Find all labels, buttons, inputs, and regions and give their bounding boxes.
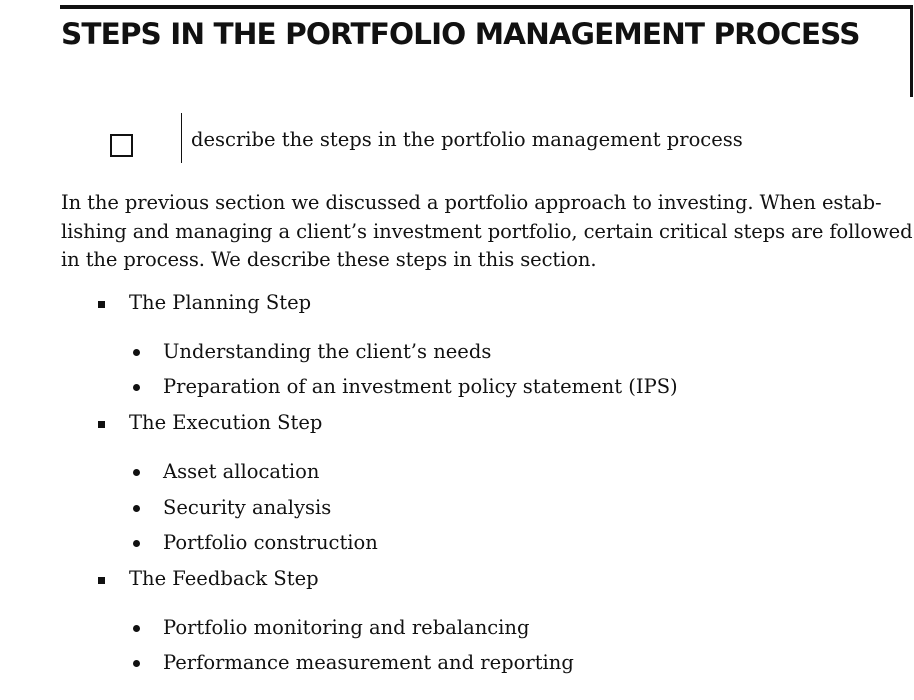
- list-item: Performance measurement and reporting: [163, 651, 574, 674]
- square-bullet: [98, 421, 105, 428]
- list-item: Asset allocation: [163, 460, 320, 483]
- round-bullet: [133, 505, 140, 512]
- list-item: Portfolio construction: [163, 531, 378, 554]
- page-title: STEPS IN THE PORTFOLIO MANAGEMENT PROCESS: [61, 17, 860, 51]
- intro-paragraph: [61, 189, 913, 275]
- objective-text: describe the steps in the portfolio management process: [191, 128, 743, 151]
- intro-line: In the previous section we discussed a portfolio approach to investing. When estab-: [61, 191, 882, 214]
- round-bullet: [133, 384, 140, 391]
- list-item: Understanding the client’s needs: [163, 340, 492, 363]
- right-rule: [910, 5, 913, 97]
- round-bullet: [133, 349, 140, 356]
- intro-line: lishing and managing a client’s investment portfolio, certain critical steps are followed: [61, 219, 913, 243]
- objective-checkbox[interactable]: [110, 134, 133, 157]
- intro-line: in the process. We describe these steps in this section.: [61, 248, 597, 271]
- list-item: Security analysis: [163, 496, 332, 519]
- square-bullet: [98, 301, 105, 308]
- list-item: Portfolio monitoring and rebalancing: [163, 616, 530, 639]
- step-feedback-label: The Feedback Step: [129, 567, 319, 590]
- round-bullet: [133, 469, 140, 476]
- learning-objective: [0, 113, 914, 165]
- square-bullet: [98, 577, 105, 584]
- step-planning-label: The Planning Step: [129, 291, 312, 314]
- round-bullet: [133, 660, 140, 667]
- step-execution-label: The Execution Step: [129, 411, 323, 434]
- round-bullet: [133, 540, 140, 547]
- objective-divider: [181, 113, 182, 163]
- top-rule: [60, 5, 913, 9]
- round-bullet: [133, 625, 140, 632]
- list-item: Preparation of an investment policy statement (IPS): [163, 375, 678, 398]
